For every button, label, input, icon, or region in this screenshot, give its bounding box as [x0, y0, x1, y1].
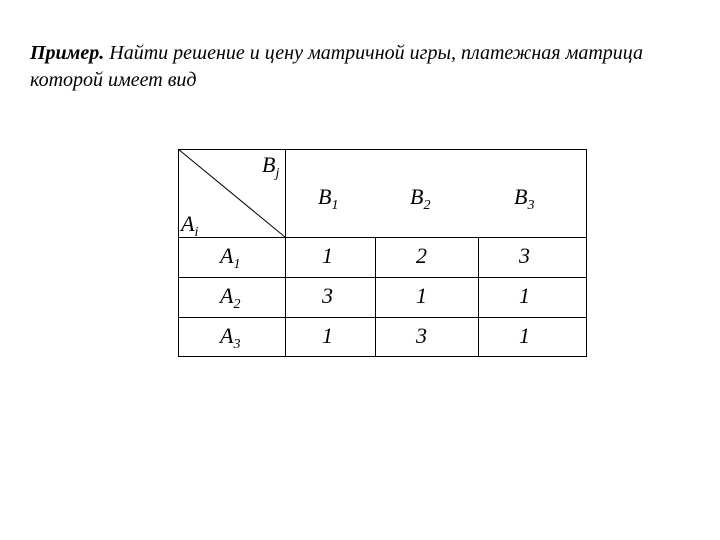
payoff-matrix-table: [178, 149, 587, 357]
matrix-cell: 3: [416, 323, 427, 348]
matrix-cell: 1: [322, 243, 333, 268]
corner-label-a: $A_i$: [181, 211, 199, 240]
example-lead: Пример.: [30, 42, 105, 64]
row-header-a3: $A_3$: [220, 323, 241, 352]
example-statement: [30, 40, 690, 94]
example-text: Найти решение и цену матричной игры, платежная матрица которой имеет вид: [30, 42, 644, 91]
matrix-cell: 1: [416, 283, 427, 308]
matrix-cell: 1: [519, 323, 530, 348]
column-header-b3: $B_3$: [514, 184, 535, 213]
row-header-a1: $A_1$: [220, 243, 241, 272]
matrix-cell: 1: [322, 323, 333, 348]
row-header-a2: $A_2$: [220, 283, 241, 312]
matrix-cell: 3: [519, 243, 530, 268]
matrix-cell: 1: [519, 283, 530, 308]
column-header-b1: $B_1$: [318, 184, 339, 213]
matrix-cell: 2: [416, 243, 427, 268]
column-header-b2: $B_2$: [410, 184, 431, 213]
corner-label-b: $B_j$: [262, 152, 280, 181]
matrix-cell: 3: [322, 283, 333, 308]
